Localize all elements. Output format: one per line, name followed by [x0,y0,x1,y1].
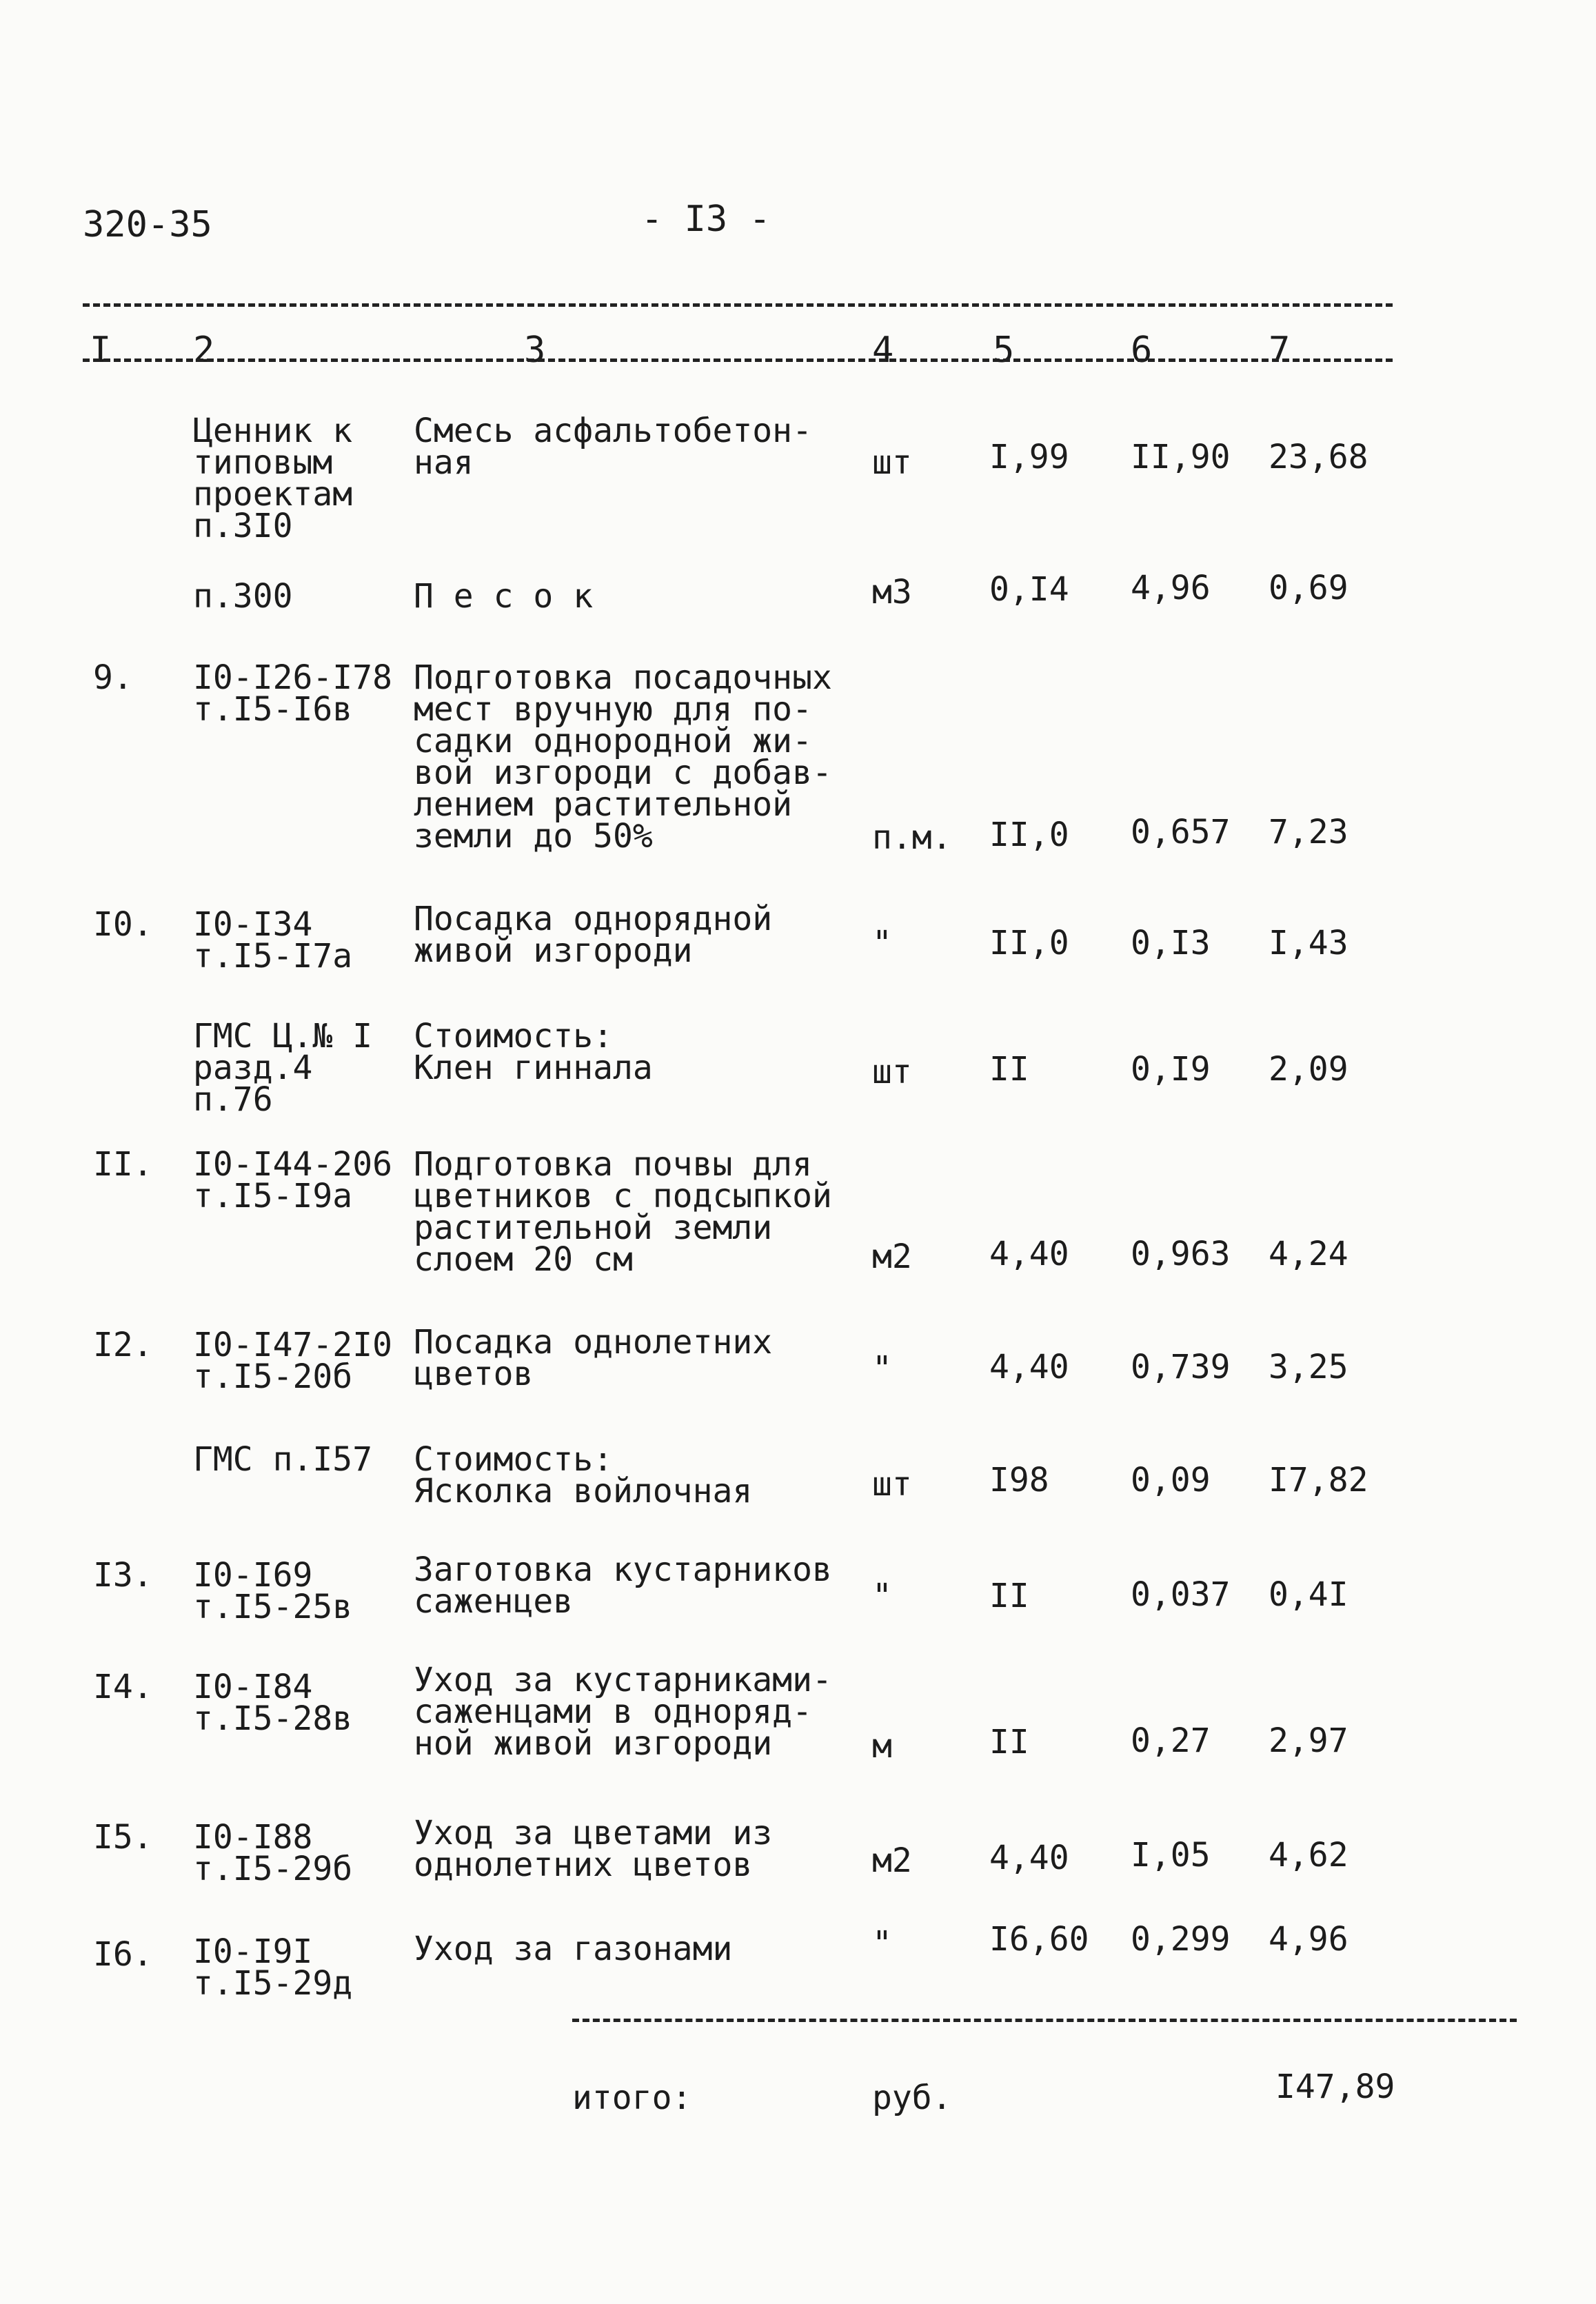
row-9-c6: 0,037 [1131,1575,1231,1614]
row-10-unit: м [872,1727,892,1766]
row-1-desc: Смесь асфальтобетон- ная [414,412,812,482]
row-12-desc: Уход за газонами [414,1930,733,1968]
row-1-c7: 23,68 [1269,438,1368,476]
row-4-c5: II,0 [989,924,1069,962]
row-5-unit: шт [872,1053,912,1091]
row-3-c7: 7,23 [1269,813,1348,851]
row-3-c5: II,0 [989,816,1069,854]
row-11-no: I5. [93,1818,153,1857]
total-value: I47,89 [1275,2068,1395,2106]
row-6-unit: м2 [872,1237,912,1276]
row-4-no: I0. [93,905,153,944]
row-10-no: I4. [93,1668,153,1706]
header-bottom-rule [83,358,1393,362]
row-1-ref: Ценник к типовым проектам п.3I0 [193,412,353,545]
row-10-desc: Уход за кустарниками- саженцами в однoряд- ной живой изгороди [414,1661,832,1763]
row-4-c7: I,43 [1269,924,1348,962]
row-10-c5: II [989,1723,1029,1761]
row-8-c6: 0,09 [1131,1461,1211,1499]
row-10-c6: 0,27 [1131,1721,1211,1760]
row-6-desc: Подготовка почвы для цветников с подсыпкой растительной земли слоем 20 см [414,1145,832,1279]
col-header-2: 2 [193,330,215,371]
row-12-ref: I0-I9I т.I5-29д [193,1932,353,2003]
row-2-ref: п.300 [193,577,293,616]
row-7-desc: Посадка однолетних цветов [414,1323,773,1393]
row-6-c5: 4,40 [989,1235,1069,1273]
row-3-ref: I0-I26-I78 т.I5-I6в [193,658,392,729]
row-4-desc: Посадка однорядной живой изгороди [414,900,773,970]
col-header-4: 4 [872,330,894,371]
row-2-desc: П е с о к [414,577,594,616]
row-3-no: 9. [93,658,133,697]
row-7-ref: I0-I47-2I0 т.I5-20б [193,1326,392,1396]
row-4-unit: " [872,924,892,962]
row-9-ref: I0-I69 т.I5-25в [193,1556,353,1626]
row-1-unit: шт [872,443,912,482]
row-4-c6: 0,I3 [1131,924,1211,962]
row-5-c7: 2,09 [1269,1050,1348,1089]
row-2-c7: 0,69 [1269,569,1348,607]
row-6-ref: I0-I44-206 т.I5-I9а [193,1145,392,1215]
row-3-desc: Подготовка посадочных мест вручную для по- садки однородной жи- вой изгороди с добав- лением растительной земли до 50% [414,658,832,856]
row-12-unit: " [872,1924,892,1963]
total-rule [572,2019,1517,2022]
col-header-6: 6 [1131,330,1153,371]
row-11-c5: 4,40 [989,1839,1069,1877]
row-5-c5: II [989,1050,1029,1089]
row-7-no: I2. [93,1326,153,1364]
row-5-c6: 0,I9 [1131,1050,1211,1089]
page-number: - I3 - [641,199,771,240]
row-12-no: I6. [93,1935,153,1974]
row-6-no: II. [93,1145,153,1184]
row-2-c6: 4,96 [1131,569,1211,607]
row-11-c6: I,05 [1131,1836,1211,1874]
row-9-desc: Заготовка кустарников саженцев [414,1550,832,1621]
row-11-ref: I0-I88 т.I5-29б [193,1818,353,1888]
row-9-no: I3. [93,1556,153,1595]
row-6-c7: 4,24 [1269,1235,1348,1273]
row-9-c5: II [989,1577,1029,1615]
row-1-c6: II,90 [1131,438,1231,476]
row-12-c6: 0,299 [1131,1920,1231,1959]
col-header-3: 3 [524,330,546,371]
row-6-c6: 0,963 [1131,1235,1231,1273]
row-7-c5: 4,40 [989,1348,1069,1386]
col-header-5: 5 [993,330,1015,371]
total-label: итого: [572,2079,692,2117]
row-5-ref: ГМС Ц.№ I разд.4 п.76 [193,1017,373,1119]
row-8-desc: Стоимость: Ясколка войлочная [414,1440,753,1510]
row-5-desc: Стоимость: Клен гиннала [414,1017,653,1087]
row-10-c7: 2,97 [1269,1721,1348,1760]
row-1-c5: I,99 [989,438,1069,476]
row-8-c7: I7,82 [1269,1461,1368,1499]
row-8-unit: шт [872,1465,912,1504]
row-7-c6: 0,739 [1131,1348,1231,1386]
row-4-ref: I0-I34 т.I5-I7а [193,905,353,976]
col-header-7: 7 [1269,330,1291,371]
row-11-unit: м2 [872,1841,912,1880]
row-2-c5: 0,I4 [989,570,1069,609]
row-3-unit: п.м. [872,818,952,857]
row-9-unit: " [872,1577,892,1615]
row-12-c7: 4,96 [1269,1920,1348,1959]
row-11-c7: 4,62 [1269,1836,1348,1874]
row-7-unit: " [872,1349,892,1388]
row-10-ref: I0-I84 т.I5-28в [193,1668,353,1738]
row-7-c7: 3,25 [1269,1348,1348,1386]
row-9-c7: 0,4I [1269,1575,1348,1614]
row-8-c5: I98 [989,1461,1049,1499]
row-2-unit: м3 [872,573,912,612]
row-11-desc: Уход за цветами из однолетних цветов [414,1814,773,1884]
header-top-rule [83,303,1393,307]
row-8-ref: ГМС п.I57 [193,1440,373,1479]
row-3-c6: 0,657 [1131,813,1231,851]
total-unit: руб. [872,2079,952,2117]
row-12-c5: I6,60 [989,1920,1089,1959]
col-header-1: I [90,330,112,371]
doc-code: 320-35 [83,204,212,245]
